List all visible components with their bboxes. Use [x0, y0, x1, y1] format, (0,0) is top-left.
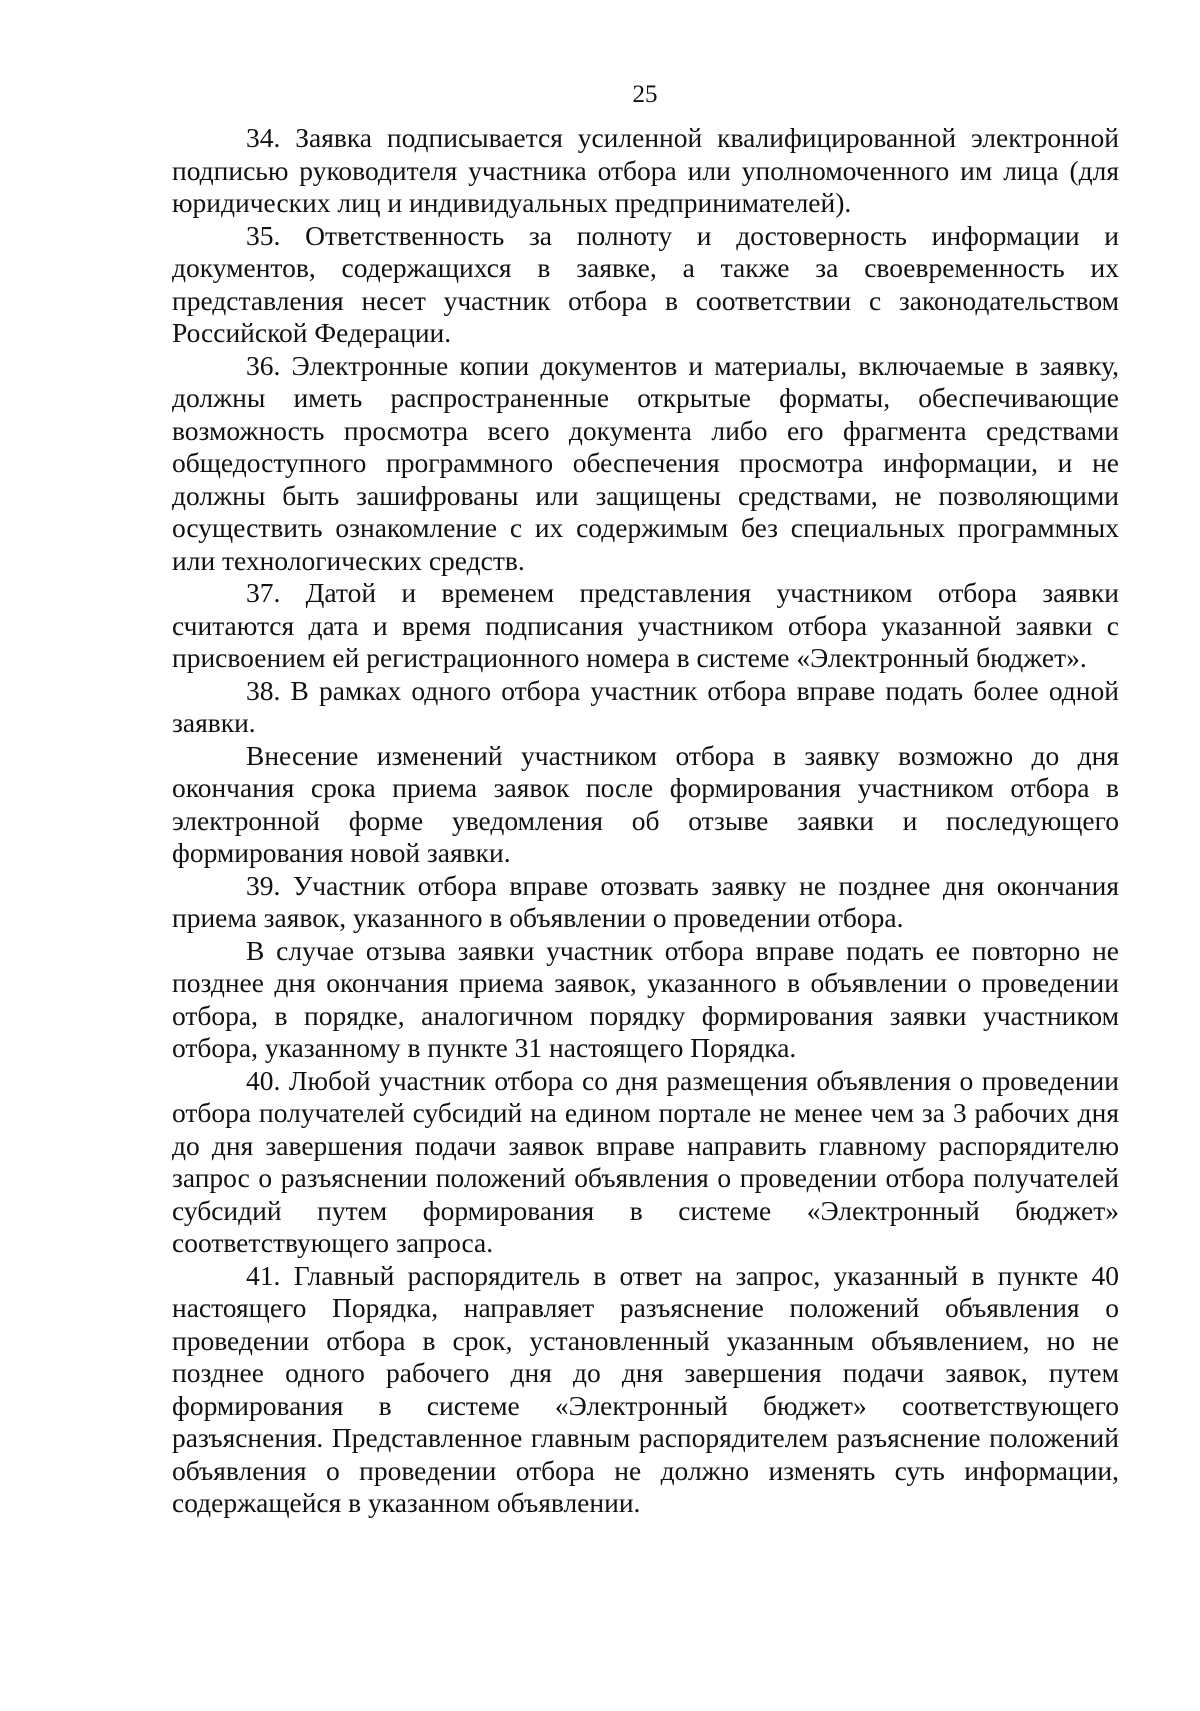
paragraph-38-continuation: Внесение изменений участником отбора в заявку возможно до дня окончания срока приема заявок после формирования участником отбора в электронной форме уведомления об отзыве заявки и последующего формирования новой заявки.: [172, 739, 1119, 868]
paragraph-35: 35. Ответственность за полноту и достоверность информации и документов, содержащихся в заявке, а также за своевременность их представления несет участник отбора в соответствии с законодательством Российской Федерации.: [172, 219, 1119, 348]
paragraph-34: 34. Заявка подписывается усиленной квалифицированной электронной подписью руководителя участника отбора или уполномоченного им лица (для юридических лиц и индивидуальных предпринимателей).: [172, 122, 1119, 218]
paragraph-41: 41. Главный распорядитель в ответ на запрос, указанный в пункте 40 настоящего Порядка, направляет разъяснение положений объявления о проведении отбора в срок, установленный указанным объявлением, но не позднее одного рабочего дня до дня завершения подачи заявок, путем формирования в системе «Электронный бюджет» соответствующего разъяснения. Представленное главным распорядителем разъяснение положений объявления о проведении отбора не должно изменять суть информации, содержащейся в указанном объявлении.: [172, 1259, 1119, 1518]
paragraph-36: 36. Электронные копии документов и материалы, включаемые в заявку, должны иметь распространенные открытые форматы, обеспечивающие возможность просмотра всего документа либо его фрагмента средствами общедоступного программного обеспечения просмотра информации, и не должны быть зашифрованы или защищены средствами, не позволяющими осуществить ознакомление с их содержимым без специальных программных или технологических средств.: [172, 349, 1119, 576]
paragraph-37: 37. Датой и временем представления участником отбора заявки считаются дата и время подписания участником отбора указанной заявки с присвоением ей регистрационного номера в системе «Электронный бюджет».: [172, 577, 1119, 673]
paragraph-38: 38. В рамках одного отбора участник отбора вправе подать более одной заявки.: [172, 674, 1119, 738]
page-number: 25: [632, 81, 658, 108]
paragraph-39: 39. Участник отбора вправе отозвать заявку не позднее дня окончания приема заявок, указанного в объявлении о проведении отбора.: [172, 869, 1119, 933]
document-body: [172, 122, 1119, 1520]
paragraph-39-continuation: В случае отзыва заявки участник отбора вправе подать ее повторно не позднее дня окончания приема заявок, указанного в объявлении о проведении отбора, в порядке, аналогичном порядку формирования заявки участником отбора, указанному в пункте 31 настоящего Порядка.: [172, 934, 1119, 1063]
paragraph-40: 40. Любой участник отбора со дня размещения объявления о проведении отбора получателей субсидий на едином портале не менее чем за 3 рабочих дня до дня завершения подачи заявок вправе направить главному распорядителю запрос о разъяснении положений объявления о проведении отбора получателей субсидий путем формирования в системе «Электронный бюджет» соответствующего запроса.: [172, 1064, 1119, 1258]
